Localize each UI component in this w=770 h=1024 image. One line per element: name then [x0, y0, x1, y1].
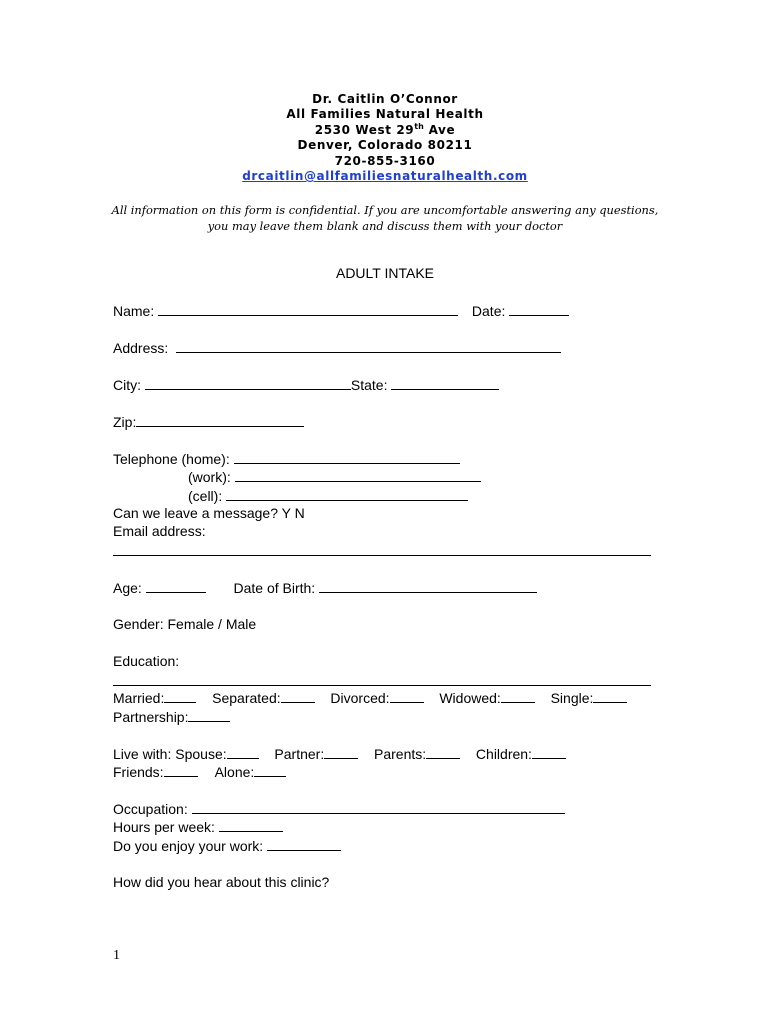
city-field[interactable] — [145, 376, 351, 390]
page-number: 1 — [113, 948, 120, 963]
telephone-cell-field[interactable] — [226, 487, 468, 501]
name-label: Name: — [113, 303, 155, 319]
partner-field[interactable] — [324, 745, 358, 759]
enjoy-work-label: Do you enjoy your work: — [113, 838, 264, 854]
telephone-cell-label: (cell): — [188, 488, 223, 504]
date-field[interactable] — [509, 302, 569, 316]
dob-label: Date of Birth: — [233, 580, 316, 596]
enjoy-work-row — [113, 837, 341, 854]
partnership-field[interactable] — [188, 708, 230, 722]
telephone-cell-row — [188, 487, 468, 504]
name-field[interactable] — [158, 302, 458, 316]
friends-field[interactable] — [164, 763, 198, 777]
married-field[interactable] — [164, 689, 196, 703]
partnership-label: Partnership: — [113, 709, 189, 725]
clinic-name: All Families Natural Health — [286, 107, 484, 122]
gender-question[interactable]: Gender: Female / Male — [113, 616, 257, 632]
live-with-row — [113, 745, 566, 762]
age-dob-row — [113, 579, 537, 596]
alone-field[interactable] — [254, 763, 286, 777]
occupation-row — [113, 800, 565, 817]
friends-label: Friends: — [113, 764, 164, 780]
leave-message-question[interactable]: Can we leave a message? Y N — [113, 505, 305, 521]
city-state-zip: Denver, Colorado 80211 — [297, 138, 473, 153]
occupation-label: Occupation: — [113, 801, 188, 817]
hear-about-question: How did you hear about this clinic? — [113, 874, 330, 890]
divorced-field[interactable] — [390, 689, 424, 703]
enjoy-work-field[interactable] — [267, 837, 341, 851]
date-label: Date: — [471, 303, 506, 319]
hours-row — [113, 818, 283, 835]
street-address: 2530 West 29th Ave — [314, 121, 456, 137]
address-row — [113, 339, 561, 356]
education-label: Education: — [113, 653, 180, 669]
alone-label: Alone: — [214, 764, 255, 780]
city-label: City: — [113, 377, 141, 393]
married-label: Married: — [113, 690, 165, 706]
email-address-label: Email address: — [113, 523, 206, 539]
marital-status-row — [113, 689, 627, 706]
age-field[interactable] — [146, 579, 206, 593]
address-field[interactable] — [176, 339, 561, 353]
partnership-row — [113, 708, 230, 725]
hours-label: Hours per week: — [113, 819, 215, 835]
separated-field[interactable] — [281, 689, 315, 703]
partner-label: Partner: — [274, 746, 325, 762]
parents-field[interactable] — [426, 745, 460, 759]
doctor-name: Dr. Caitlin O’Connor — [312, 92, 458, 106]
hours-field[interactable] — [219, 818, 283, 832]
widowed-field[interactable] — [501, 689, 535, 703]
telephone-work-field[interactable] — [235, 468, 481, 482]
age-label: Age: — [113, 580, 142, 596]
telephone-home-row — [113, 450, 460, 467]
address-label: Address: — [113, 340, 169, 356]
form-title: ADULT INTAKE — [335, 265, 435, 281]
parents-label: Parents: — [374, 746, 427, 762]
dob-field[interactable] — [319, 579, 537, 593]
children-label: Children: — [475, 746, 532, 762]
zip-row — [113, 413, 304, 430]
email-link[interactable]: drcaitlin@allfamiliesnaturalhealth.com — [242, 169, 528, 184]
friends-alone-row — [113, 763, 286, 780]
state-field[interactable] — [391, 376, 499, 390]
spouse-field[interactable] — [227, 745, 259, 759]
telephone-home-field[interactable] — [234, 450, 460, 464]
email-address-field[interactable] — [113, 555, 651, 556]
name-row — [113, 302, 569, 319]
zip-field[interactable] — [136, 413, 304, 427]
occupation-field[interactable] — [192, 800, 565, 814]
education-field[interactable] — [113, 685, 651, 686]
telephone-work-label: (work): — [188, 469, 231, 485]
widowed-label: Widowed: — [439, 690, 501, 706]
zip-label: Zip: — [113, 414, 137, 430]
phone-number: 720-855-3160 — [334, 153, 436, 168]
divorced-label: Divorced: — [330, 690, 390, 706]
city-state-row — [113, 376, 499, 393]
spouse-label: Live with: Spouse: — [113, 746, 227, 762]
confidentiality-notice: All information on this form is confidential. If you are uncomfortable answering any questions, you may leave them blank and discuss them with your doctor — [111, 203, 659, 233]
children-field[interactable] — [532, 745, 566, 759]
telephone-work-row — [188, 468, 481, 485]
telephone-home-label: Telephone (home): — [113, 451, 230, 467]
single-field[interactable] — [593, 689, 627, 703]
separated-label: Separated: — [212, 690, 281, 706]
single-label: Single: — [550, 690, 594, 706]
state-label: State: — [350, 377, 388, 393]
letterhead — [0, 92, 770, 184]
